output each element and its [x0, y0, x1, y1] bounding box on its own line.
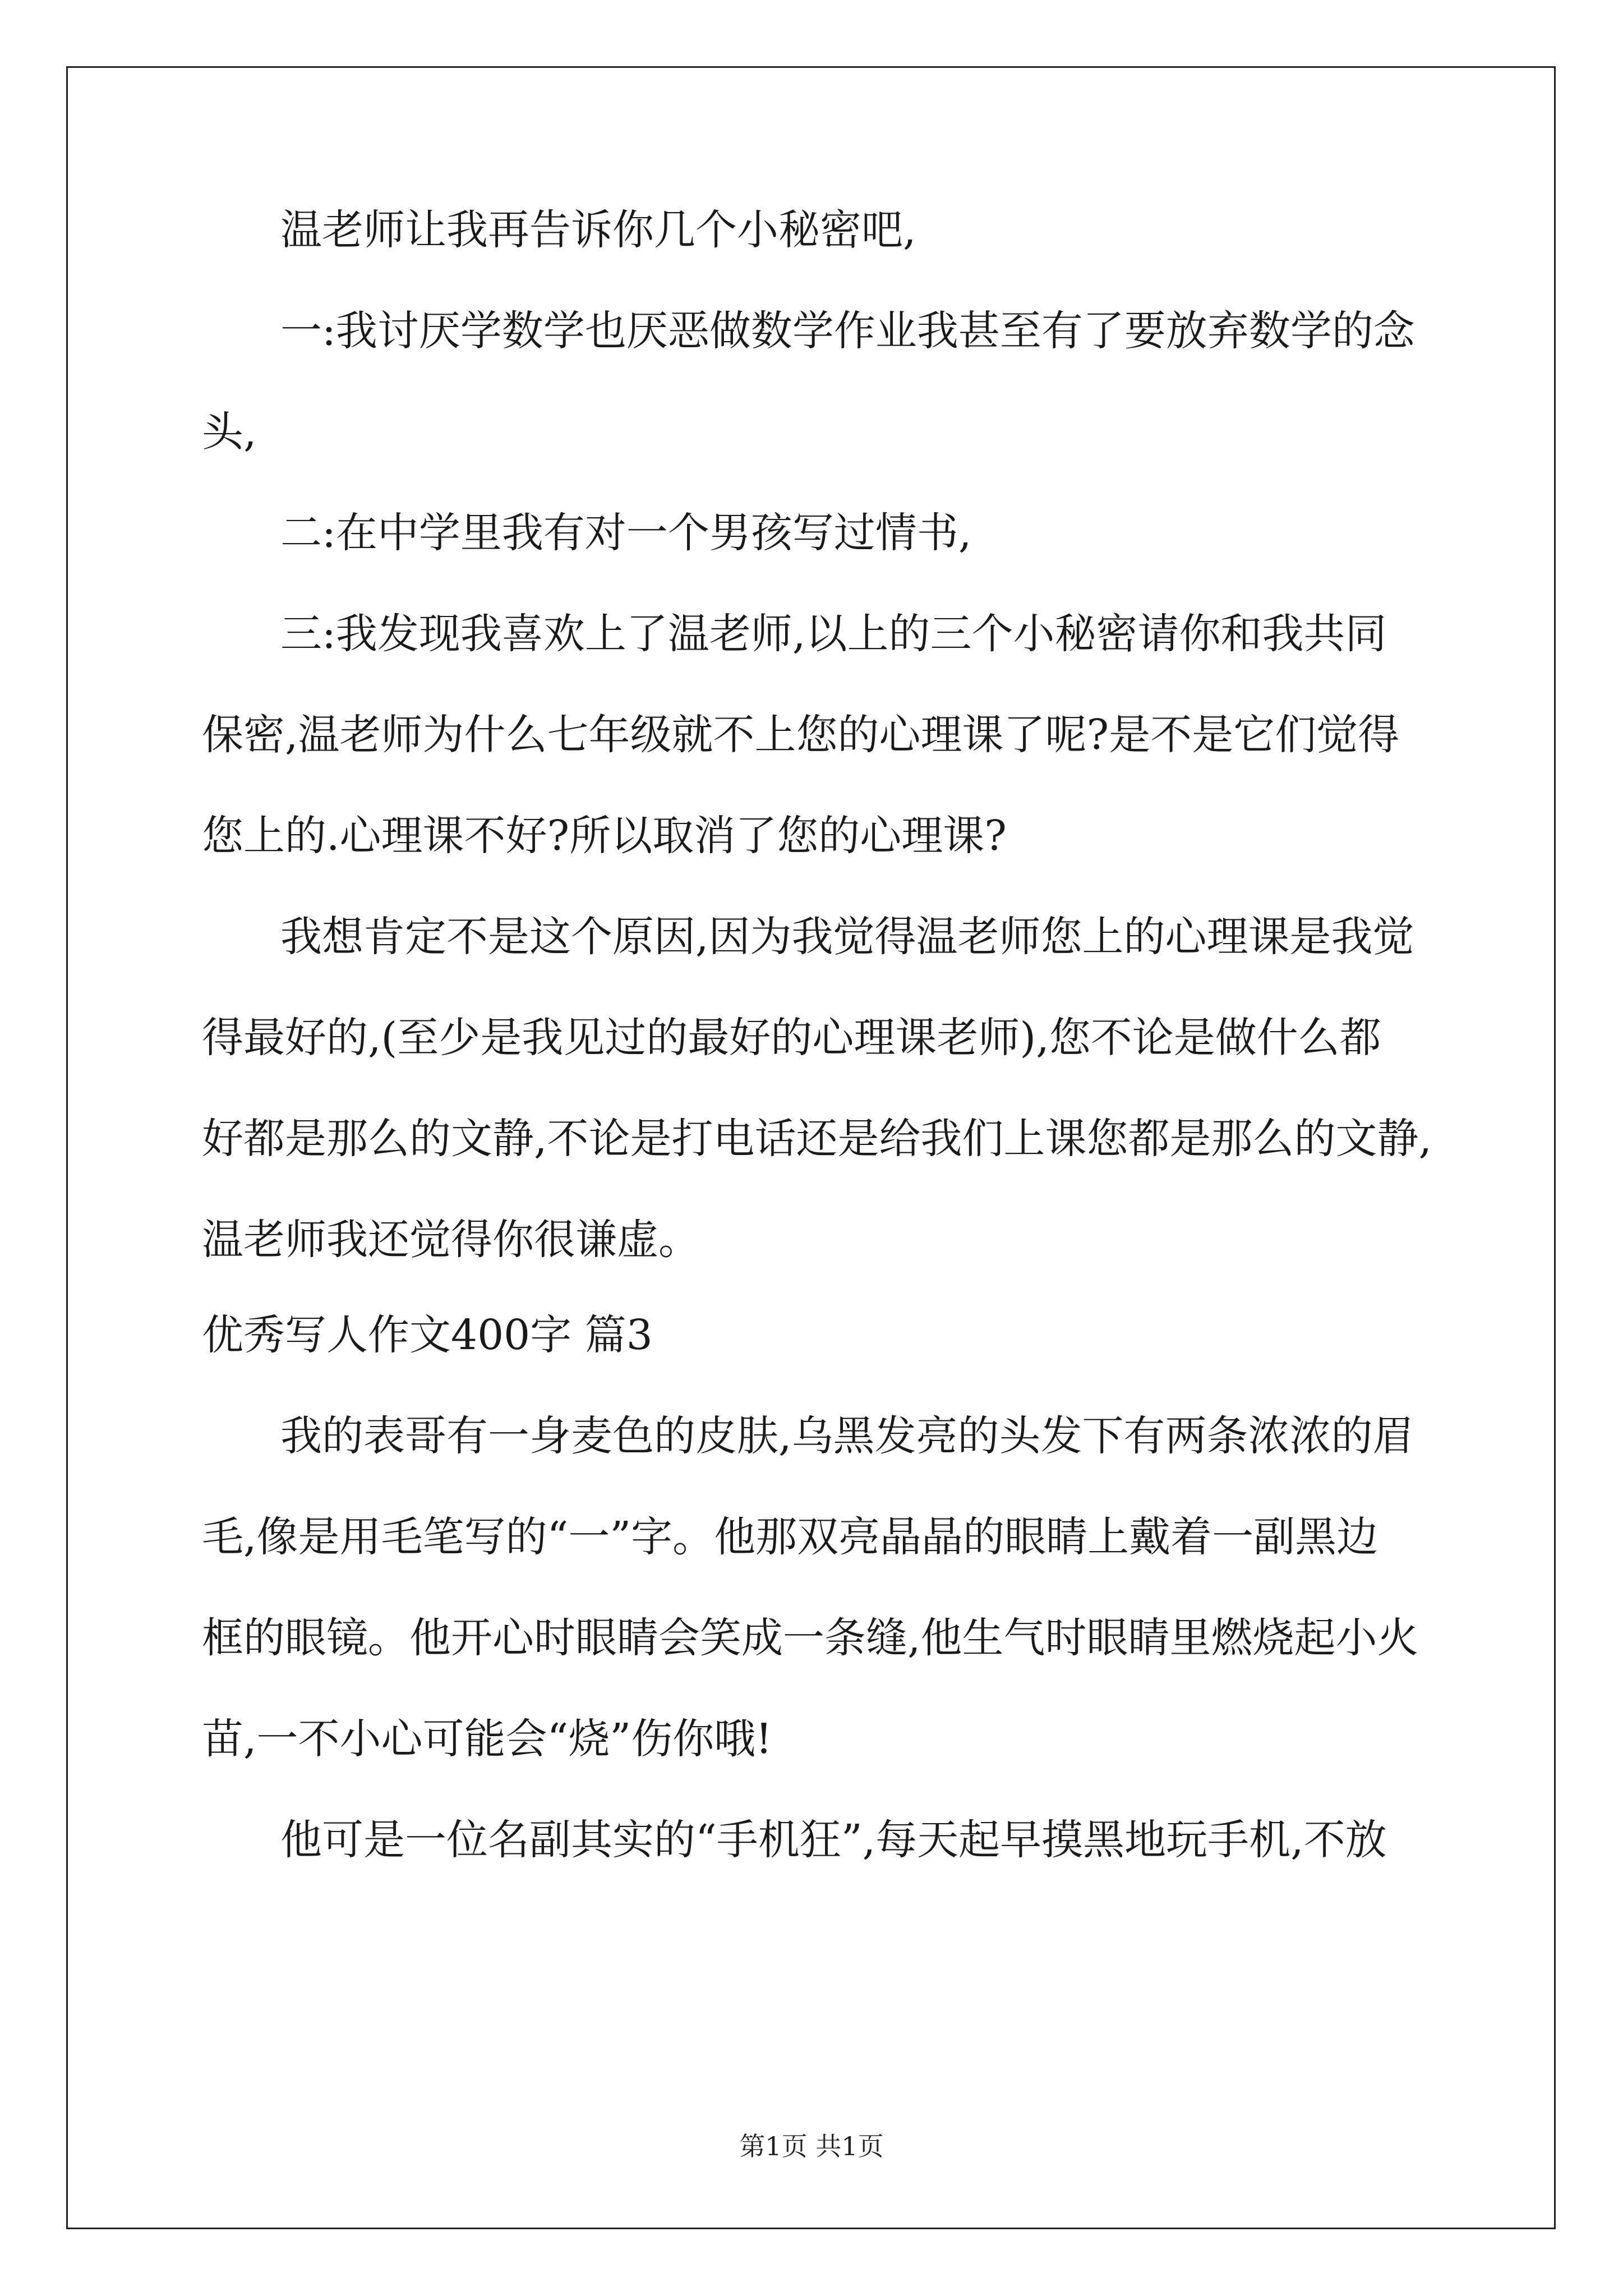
paragraph-line: 他可是一位名副其实的“手机狂”,每天起早摸黑地玩手机,不放: [280, 1816, 1387, 1864]
paragraph-line: 苗,一不小心可能会“烧”伤你哦!: [202, 1715, 772, 1763]
paragraph-line: 好都是那么的文静,不论是打电话还是给我们上课您都是那么的文静,: [202, 1115, 1432, 1163]
paragraph-line: 毛,像是用毛笔写的“一”字。他那双亮晶晶的眼睛上戴着一副黑边: [202, 1513, 1378, 1561]
paragraph-line: 您上的.心理课不好?所以取消了您的心理课?: [202, 812, 1007, 860]
paragraph-line: 我的表哥有一身麦色的皮肤,乌黑发亮的头发下有两条浓浓的眉: [280, 1412, 1414, 1460]
paragraph-line: 保密,温老师为什么七年级就不上您的心理课了呢?是不是它们觉得: [202, 711, 1400, 759]
paragraph-line: 框的眼镜。他开心时眼睛会笑成一条缝,他生气时眼睛里燃烧起小火: [202, 1614, 1419, 1662]
paragraph-line: 我想肯定不是这个原因,因为我觉得温老师您上的心理课是我觉: [280, 913, 1414, 961]
paragraph-line: 得最好的,(至少是我见过的最好的心理课老师),您不论是做什么都: [202, 1014, 1381, 1062]
page-number: 第1页 共1页: [739, 2131, 884, 2161]
section-heading: 优秀写人作文400字 篇3: [202, 1311, 653, 1359]
paragraph-line: 三:我发现我喜欢上了温老师,以上的三个小秘密请你和我共同: [280, 610, 1387, 658]
paragraph-line: 温老师让我再告诉你几个小秘密吧,: [280, 206, 916, 254]
paragraph-line: 二:在中学里我有对一个男孩写过情书,: [280, 509, 972, 557]
paragraph-line: 温老师我还觉得你很谦虚。: [202, 1216, 700, 1264]
paragraph-line: 一:我讨厌学数学也厌恶做数学作业我甚至有了要放弃数学的念: [280, 307, 1415, 355]
paragraph-line: 头,: [202, 408, 257, 456]
